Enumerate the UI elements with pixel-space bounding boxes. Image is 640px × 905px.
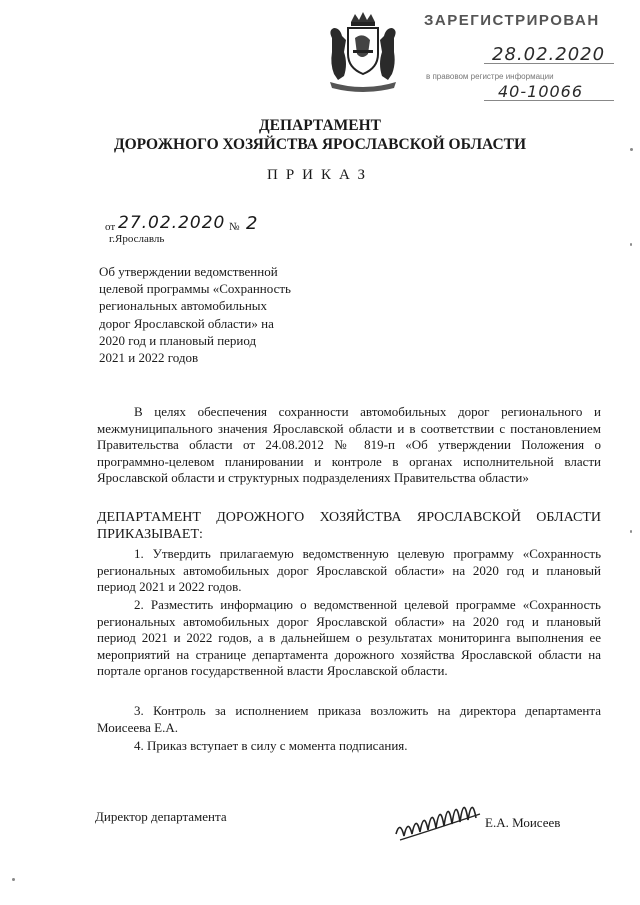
document-type: ПРИКАЗ <box>267 167 373 183</box>
signatory-role: Директор департамента <box>95 809 227 824</box>
department-name-line1: ДЕПАРТАМЕНТ <box>258 117 382 134</box>
title-line: целевой программы «Сохранность <box>99 281 291 297</box>
department-name-line2: ДОРОЖНОГО ХОЗЯЙСТВА ЯРОСЛАВСКОЙ ОБЛАСТИ <box>113 136 527 153</box>
scan-speck <box>630 243 632 246</box>
order-number-handwritten: 2 <box>246 213 258 234</box>
number-prefix: № <box>229 221 240 233</box>
order-item-4: 4. Приказ вступает в силу с момента подписания. <box>134 738 408 753</box>
date-prefix: от <box>105 221 116 233</box>
title-line: Об утверждении ведомственной <box>99 264 278 279</box>
order-item-3: 3. Контроль за исполнением приказа возложить на директора департамента Моисеева Е.А. <box>97 703 601 735</box>
stamp-number: 40-10066 <box>498 82 584 101</box>
order-title <box>99 263 329 366</box>
order-item-2: 2. Разместить информацию о ведомственной целевой программе «Сохранность региональных автомобильных дорог Ярославской области» на 2020 год и плановый период 2021 и 2022 годов, а в дальнейшем о результатах мониторинга выполнения ее мероприятий на странице департамента дорожного хозяйства Ярославской области на портале органов государственной власти Ярославской области. <box>97 597 601 679</box>
stamp-subtext: в правовом регистре информации <box>426 72 554 81</box>
title-line: 2020 год и плановый период <box>99 332 257 348</box>
preamble-paragraph: В целях обеспечения сохранности автомобильных дорог регионального и межмуниципального значения Ярославской области и в соответствии с постановлением Правительства области от 24.08.2012 № 819-п «Об утверждении Положения о программно-целевом планировании и контроле в органах исполнительной власти Ярославской области и структурных подразделениях Правительства области» <box>97 404 601 486</box>
stamp-date: 28.02.2020 <box>492 44 606 65</box>
scan-speck <box>630 148 633 151</box>
handwritten-signature <box>392 790 487 850</box>
decree-heading: ДЕПАРТАМЕНТ ДОРОЖНОГО ХОЗЯЙСТВА ЯРОСЛАВСКОЙ ОБЛАСТИ ПРИКАЗЫВАЕТ: <box>97 510 601 542</box>
registration-stamp <box>414 8 624 100</box>
title-line: 2021 и 2022 годов <box>99 350 199 366</box>
coat-of-arms-emblem <box>318 8 408 92</box>
city: г.Ярославль <box>109 233 165 245</box>
title-line: региональных автомобильных <box>99 298 268 314</box>
signatory-name: Е.А. Моисеев <box>485 815 561 830</box>
title-line: дорог Ярославской области» на <box>99 315 274 331</box>
scan-speck <box>12 878 15 881</box>
scan-speck <box>630 530 632 533</box>
stamp-header: ЗАРЕГИСТРИРОВАН <box>424 12 600 29</box>
order-date-handwritten: 27.02.2020 <box>118 213 226 233</box>
order-item-1: 1. Утвердить прилагаемую ведомственную целевую программу «Сохранность региональных автомобильных дорог Ярославской области» на 2020 год и плановый период 2021 и 2022 годов. <box>97 546 601 595</box>
